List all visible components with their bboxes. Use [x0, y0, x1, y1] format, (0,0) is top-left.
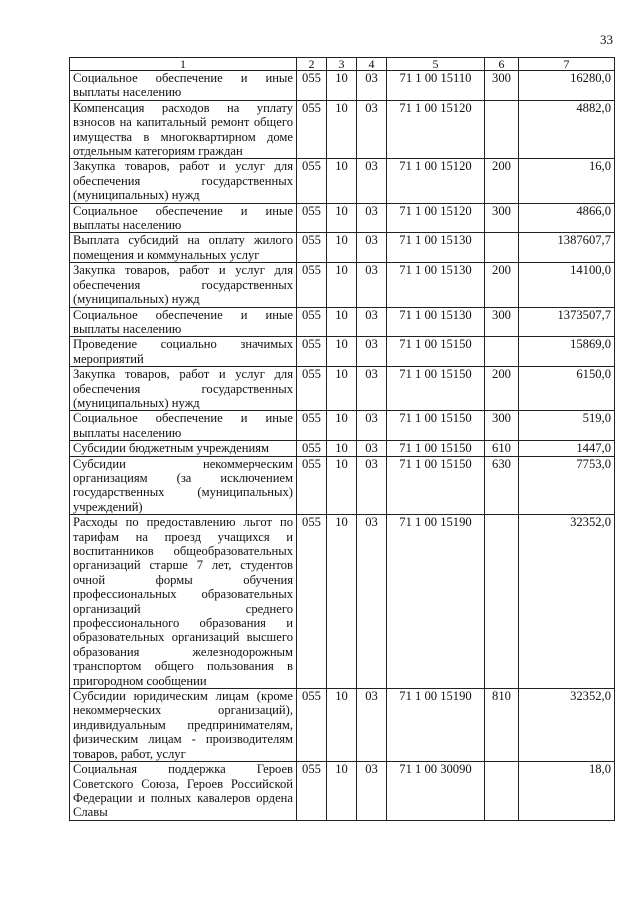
- row-target-article: 71 1 00 15150: [387, 367, 485, 411]
- row-name: Субсидии бюджетным учреждениям: [70, 441, 297, 456]
- row-amount: 1447,0: [519, 441, 615, 456]
- row-name: Расходы по предоставлению льгот по тарифам на проезд учащихся и воспитанников общеобразовательных организаций старше 7 лет, студентов очной формы обучения профессиональных образовательных организаций среднего профессионального образования и образовательных организаций высшего образования железнодорожным транспортом общего пользования в пригородном сообщении: [70, 515, 297, 689]
- row-name: Субсидии некоммерческим организациям (за исключением государственных (муниципальных) учреждений): [70, 456, 297, 515]
- table-row: [70, 233, 615, 263]
- row-amount: 16280,0: [519, 71, 615, 101]
- row-target-article: 71 1 00 15150: [387, 411, 485, 441]
- row-subsection: 03: [357, 203, 387, 233]
- row-expense-type: 200: [485, 367, 519, 411]
- row-name: Субсидии юридическим лицам (кроме некоммерческих организаций), индивидуальным предпринимателям, физическим лицам - производителям товаров, работ, услуг: [70, 689, 297, 762]
- row-name: Социальное обеспечение и иные выплаты населению: [70, 203, 297, 233]
- row-target-article: 71 1 00 15120: [387, 159, 485, 203]
- row-target-article: 71 1 00 15110: [387, 71, 485, 101]
- row-code: 055: [297, 456, 327, 515]
- row-section: 10: [327, 100, 357, 159]
- row-section: 10: [327, 441, 357, 456]
- row-code: 055: [297, 71, 327, 101]
- header-cell: 6: [485, 58, 519, 71]
- row-section: 10: [327, 456, 357, 515]
- row-expense-type: [485, 515, 519, 689]
- row-name: Закупка товаров, работ и услуг для обеспечения государственных (муниципальных) нужд: [70, 263, 297, 307]
- row-code: 055: [297, 307, 327, 337]
- row-expense-type: [485, 762, 519, 821]
- row-target-article: 71 1 00 15190: [387, 515, 485, 689]
- row-target-article: 71 1 00 15150: [387, 456, 485, 515]
- row-subsection: 03: [357, 71, 387, 101]
- row-subsection: 03: [357, 515, 387, 689]
- row-target-article: 71 1 00 15130: [387, 263, 485, 307]
- table-row: [70, 411, 615, 441]
- row-name: Выплата субсидий на оплату жилого помещения и коммунальных услуг: [70, 233, 297, 263]
- row-name: Проведение социально значимых мероприятий: [70, 337, 297, 367]
- row-target-article: 71 1 00 15130: [387, 307, 485, 337]
- row-expense-type: 610: [485, 441, 519, 456]
- row-amount: 6150,0: [519, 367, 615, 411]
- table-row: [70, 689, 615, 762]
- row-expense-type: 200: [485, 263, 519, 307]
- row-section: 10: [327, 203, 357, 233]
- row-amount: 18,0: [519, 762, 615, 821]
- table-row: [70, 337, 615, 367]
- row-expense-type: 300: [485, 71, 519, 101]
- table-row: [70, 367, 615, 411]
- row-code: 055: [297, 100, 327, 159]
- table-row: [70, 441, 615, 456]
- row-name: Закупка товаров, работ и услуг для обеспечения государственных (муниципальных) нужд: [70, 367, 297, 411]
- row-code: 055: [297, 441, 327, 456]
- table-row: [70, 203, 615, 233]
- row-amount: 14100,0: [519, 263, 615, 307]
- table-row: [70, 456, 615, 515]
- row-section: 10: [327, 689, 357, 762]
- row-expense-type: 810: [485, 689, 519, 762]
- row-amount: 519,0: [519, 411, 615, 441]
- row-section: 10: [327, 71, 357, 101]
- row-amount: 1387607,7: [519, 233, 615, 263]
- row-code: 055: [297, 762, 327, 821]
- header-cell: 2: [297, 58, 327, 71]
- row-section: 10: [327, 411, 357, 441]
- row-amount: 4866,0: [519, 203, 615, 233]
- table-row: [70, 100, 615, 159]
- row-subsection: 03: [357, 441, 387, 456]
- row-expense-type: [485, 100, 519, 159]
- header-row: [70, 58, 615, 71]
- row-amount: 7753,0: [519, 456, 615, 515]
- row-amount: 32352,0: [519, 515, 615, 689]
- row-target-article: 71 1 00 15120: [387, 100, 485, 159]
- row-subsection: 03: [357, 263, 387, 307]
- row-subsection: 03: [357, 456, 387, 515]
- row-code: 055: [297, 411, 327, 441]
- row-name: Социальное обеспечение и иные выплаты населению: [70, 307, 297, 337]
- row-subsection: 03: [357, 367, 387, 411]
- row-expense-type: [485, 233, 519, 263]
- row-subsection: 03: [357, 689, 387, 762]
- row-code: 055: [297, 367, 327, 411]
- row-expense-type: 630: [485, 456, 519, 515]
- budget-table: [69, 57, 615, 821]
- row-section: 10: [327, 367, 357, 411]
- row-amount: 15869,0: [519, 337, 615, 367]
- row-code: 055: [297, 337, 327, 367]
- row-expense-type: 300: [485, 203, 519, 233]
- row-subsection: 03: [357, 233, 387, 263]
- row-subsection: 03: [357, 411, 387, 441]
- row-code: 055: [297, 689, 327, 762]
- row-name: Компенсация расходов на уплату взносов на капитальный ремонт общего имущества в многоквартирном доме отдельным категориям граждан: [70, 100, 297, 159]
- table-row: [70, 159, 615, 203]
- row-section: 10: [327, 263, 357, 307]
- row-code: 055: [297, 263, 327, 307]
- row-section: 10: [327, 337, 357, 367]
- row-amount: 4882,0: [519, 100, 615, 159]
- row-target-article: 71 1 00 15150: [387, 441, 485, 456]
- row-section: 10: [327, 159, 357, 203]
- row-subsection: 03: [357, 337, 387, 367]
- row-name: Закупка товаров, работ и услуг для обеспечения государственных (муниципальных) нужд: [70, 159, 297, 203]
- row-expense-type: 200: [485, 159, 519, 203]
- table-row: [70, 263, 615, 307]
- row-code: 055: [297, 203, 327, 233]
- page-number: 33: [600, 32, 613, 47]
- row-subsection: 03: [357, 159, 387, 203]
- row-amount: 1373507,7: [519, 307, 615, 337]
- table-row: [70, 71, 615, 101]
- table-row: [70, 762, 615, 821]
- header-cell: 7: [519, 58, 615, 71]
- row-target-article: 71 1 00 15120: [387, 203, 485, 233]
- row-expense-type: [485, 337, 519, 367]
- row-section: 10: [327, 233, 357, 263]
- header-cell: 4: [357, 58, 387, 71]
- row-subsection: 03: [357, 307, 387, 337]
- header-cell: 5: [387, 58, 485, 71]
- table-row: [70, 515, 615, 689]
- row-expense-type: 300: [485, 411, 519, 441]
- row-section: 10: [327, 762, 357, 821]
- row-target-article: 71 1 00 15150: [387, 337, 485, 367]
- row-target-article: 71 1 00 30090: [387, 762, 485, 821]
- row-subsection: 03: [357, 762, 387, 821]
- row-subsection: 03: [357, 100, 387, 159]
- row-section: 10: [327, 515, 357, 689]
- header-cell: 1: [70, 58, 297, 71]
- row-target-article: 71 1 00 15130: [387, 233, 485, 263]
- row-code: 055: [297, 233, 327, 263]
- row-amount: 16,0: [519, 159, 615, 203]
- row-code: 055: [297, 159, 327, 203]
- row-name: Социальное обеспечение и иные выплаты населению: [70, 411, 297, 441]
- row-code: 055: [297, 515, 327, 689]
- row-expense-type: 300: [485, 307, 519, 337]
- row-name: Социальное обеспечение и иные выплаты населению: [70, 71, 297, 101]
- header-cell: 3: [327, 58, 357, 71]
- row-name: Социальная поддержка Героев Советского Союза, Героев Российской Федерации и полных кавалеров ордена Славы: [70, 762, 297, 821]
- row-amount: 32352,0: [519, 689, 615, 762]
- row-target-article: 71 1 00 15190: [387, 689, 485, 762]
- table-row: [70, 307, 615, 337]
- row-section: 10: [327, 307, 357, 337]
